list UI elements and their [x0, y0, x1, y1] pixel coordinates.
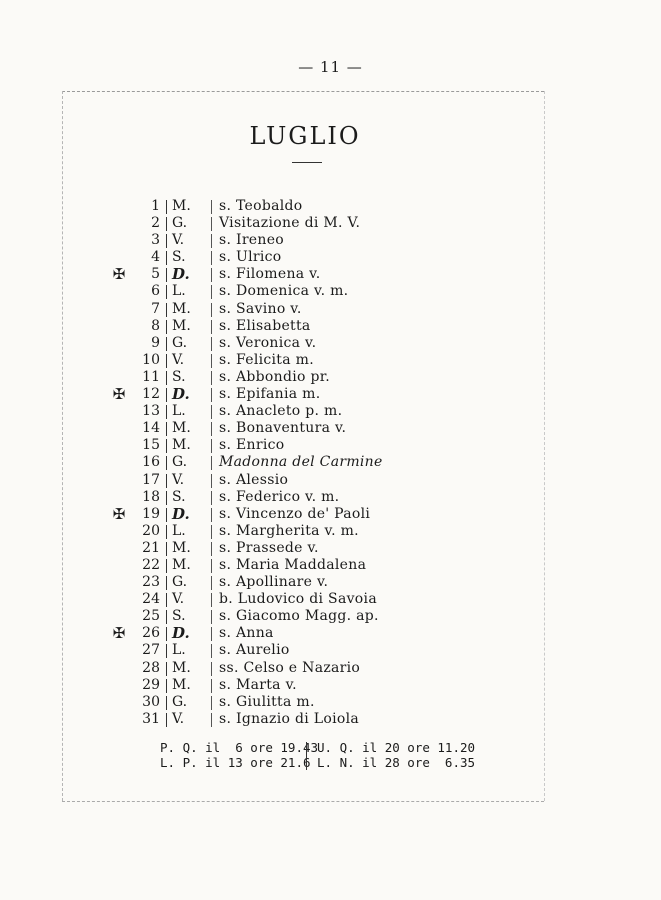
calendar-row [105, 489, 425, 506]
column-divider [211, 627, 212, 641]
saint-name: s. Marta v. [219, 676, 297, 693]
column-divider [211, 696, 212, 710]
column-divider [211, 456, 212, 470]
calendar-row [105, 574, 425, 591]
column-divider [211, 525, 212, 539]
calendar-row [105, 591, 425, 608]
column-divider [211, 542, 212, 556]
frame-left-border [62, 91, 63, 801]
column-divider [211, 388, 212, 402]
weekday-abbrev: G. [172, 693, 188, 710]
saint-name: s. Giacomo Magg. ap. [219, 608, 379, 625]
cross-icon: ✠ [112, 624, 126, 643]
weekday-abbrev: S. [172, 368, 186, 385]
column-divider [211, 251, 212, 265]
calendar-row [105, 625, 425, 642]
calendar-row [105, 198, 425, 215]
saint-name: s. Filomena v. [219, 266, 321, 283]
column-divider [166, 439, 167, 453]
column-divider [211, 679, 212, 693]
saint-name: s. Aurelio [219, 642, 290, 659]
weekday-abbrev: D. [172, 265, 190, 284]
weekday-abbrev: M. [172, 539, 191, 556]
column-divider [211, 285, 212, 299]
column-divider [166, 354, 167, 368]
day-number: 4 [151, 249, 160, 266]
calendar-row [105, 677, 425, 694]
calendar-row [105, 420, 425, 437]
moon-phases-right [317, 740, 475, 770]
column-divider [166, 405, 167, 419]
frame-top-border [62, 91, 544, 92]
column-divider [211, 200, 212, 214]
column-divider [211, 491, 212, 505]
saint-name: s. Enrico [219, 437, 285, 454]
calendar-row [105, 318, 425, 335]
cross-icon: ✠ [112, 504, 126, 523]
weekday-abbrev: D. [172, 504, 190, 523]
day-number: 14 [142, 420, 160, 437]
saint-name: s. Maria Maddalena [219, 556, 367, 573]
weekday-abbrev: S. [172, 488, 186, 505]
weekday-abbrev: D. [172, 385, 190, 404]
weekday-abbrev: G. [172, 454, 188, 471]
column-divider [166, 679, 167, 693]
saint-name: Visitazione di M. V. [219, 215, 361, 232]
frame-bottom-border [62, 801, 544, 802]
column-divider [166, 644, 167, 658]
column-divider [166, 576, 167, 590]
column-divider [211, 337, 212, 351]
calendar-row [105, 557, 425, 574]
column-divider [166, 303, 167, 317]
page-number: — 11 — [298, 58, 363, 76]
column-divider [211, 593, 212, 607]
day-number: 20 [142, 522, 160, 539]
calendar-row [105, 540, 425, 557]
frame-right-border [544, 91, 545, 801]
column-divider [211, 303, 212, 317]
column-divider [211, 576, 212, 590]
calendar-row [105, 608, 425, 625]
weekday-abbrev: V. [172, 232, 185, 249]
calendar-row [105, 506, 425, 523]
weekday-abbrev: G. [172, 574, 188, 591]
column-divider [166, 337, 167, 351]
moon-phase-new-moon: L. N. il 28 ore 6.35 [317, 755, 476, 770]
column-divider [166, 491, 167, 505]
day-number: 9 [151, 334, 160, 351]
column-divider [211, 662, 212, 676]
weekday-abbrev: M. [172, 300, 191, 317]
saint-name: s. Felicita m. [219, 351, 314, 368]
weekday-abbrev: L. [172, 283, 186, 300]
saint-name: s. Domenica v. m. [219, 283, 349, 300]
moon-phases-divider [306, 742, 307, 770]
column-divider [166, 422, 167, 436]
saint-name: b. Ludovico di Savoia [219, 591, 377, 608]
calendar-row [105, 694, 425, 711]
day-number: 23 [142, 574, 160, 591]
weekday-abbrev: L. [172, 642, 186, 659]
day-number: 5 [151, 266, 160, 283]
weekday-abbrev: V. [172, 710, 185, 727]
column-divider [211, 320, 212, 334]
saint-name: s. Ignazio di Loiola [219, 710, 360, 727]
column-divider [166, 320, 167, 334]
saint-name: s. Anna [219, 625, 274, 642]
column-divider [211, 268, 212, 282]
column-divider [166, 713, 167, 727]
weekday-abbrev: L. [172, 403, 186, 420]
day-number: 19 [142, 505, 160, 522]
calendar-row [105, 301, 425, 318]
weekday-abbrev: V. [172, 351, 185, 368]
weekday-abbrev: M. [172, 420, 191, 437]
calendar-row [105, 335, 425, 352]
column-divider [211, 405, 212, 419]
calendar-row [105, 523, 425, 540]
column-divider [166, 542, 167, 556]
day-number: 16 [142, 454, 160, 471]
moon-phase-last-quarter: U. Q. il 20 ore 11.20 [317, 740, 476, 755]
saint-name: s. Prassede v. [219, 539, 319, 556]
saint-name: s. Federico v. m. [219, 488, 340, 505]
column-divider [211, 217, 212, 231]
column-divider [166, 559, 167, 573]
title-rule [292, 162, 322, 163]
calendar-row [105, 266, 425, 283]
calendar-row [105, 232, 425, 249]
weekday-abbrev: V. [172, 591, 185, 608]
calendar-row [105, 437, 425, 454]
column-divider [166, 285, 167, 299]
saint-name: s. Ulrico [219, 249, 282, 266]
column-divider [166, 388, 167, 402]
column-divider [211, 474, 212, 488]
column-divider [166, 525, 167, 539]
day-number: 11 [142, 368, 160, 385]
column-divider [211, 371, 212, 385]
column-divider [211, 354, 212, 368]
month-title: LUGLIO [249, 122, 361, 150]
column-divider [166, 696, 167, 710]
day-number: 18 [142, 488, 160, 505]
calendar-row [105, 386, 425, 403]
day-number: 2 [151, 215, 160, 232]
calendar-row [105, 215, 425, 232]
day-number: 26 [142, 625, 160, 642]
moon-phase-first-quarter: P. Q. il 6 ore 19.43 [160, 740, 319, 755]
saint-name: s. Abbondio pr. [219, 368, 330, 385]
weekday-abbrev: S. [172, 608, 186, 625]
day-number: 30 [142, 693, 160, 710]
saint-name: ss. Celso e Nazario [219, 659, 361, 676]
column-divider [166, 627, 167, 641]
weekday-abbrev: M. [172, 437, 191, 454]
column-divider [166, 474, 167, 488]
saint-name: s. Giulitta m. [219, 693, 315, 710]
column-divider [211, 610, 212, 624]
column-divider [166, 251, 167, 265]
weekday-abbrev: V. [172, 471, 185, 488]
calendar-row [105, 454, 425, 471]
day-number: 31 [142, 710, 160, 727]
column-divider [166, 508, 167, 522]
day-number: 10 [142, 351, 160, 368]
saint-name: s. Alessio [219, 471, 289, 488]
column-divider [166, 268, 167, 282]
day-number: 3 [151, 232, 160, 249]
saint-name: s. Margherita v. m. [219, 522, 359, 539]
weekday-abbrev: M. [172, 676, 191, 693]
saint-name: s. Bonaventura v. [219, 420, 347, 437]
column-divider [211, 559, 212, 573]
saint-name: s. Savino v. [219, 300, 302, 317]
column-divider [166, 593, 167, 607]
saint-name: s. Ireneo [219, 232, 285, 249]
moon-phase-full-moon: L. P. il 13 ore 21.6 [160, 755, 311, 770]
saint-name: s. Vincenzo de' Paoli [219, 505, 371, 522]
day-number: 13 [142, 403, 160, 420]
calendar-row [105, 249, 425, 266]
column-divider [211, 644, 212, 658]
weekday-abbrev: G. [172, 215, 188, 232]
day-number: 15 [142, 437, 160, 454]
weekday-abbrev: G. [172, 334, 188, 351]
column-divider [166, 371, 167, 385]
day-number: 28 [142, 659, 160, 676]
saint-name: s. Epifania m. [219, 386, 321, 403]
column-divider [166, 234, 167, 248]
saint-name: s. Veronica v. [219, 334, 317, 351]
calendar-row [105, 472, 425, 489]
day-number: 29 [142, 676, 160, 693]
day-number: 7 [151, 300, 160, 317]
calendar-row [105, 403, 425, 420]
cross-icon: ✠ [112, 385, 126, 404]
day-number: 27 [142, 642, 160, 659]
saint-name: s. Teobaldo [219, 198, 303, 214]
column-divider [211, 234, 212, 248]
day-number: 6 [151, 283, 160, 300]
column-divider [211, 508, 212, 522]
day-number: 1 [151, 198, 160, 214]
weekday-abbrev: S. [172, 249, 186, 266]
weekday-abbrev: M. [172, 659, 191, 676]
column-divider [166, 217, 167, 231]
column-divider [211, 713, 212, 727]
day-number: 8 [151, 317, 160, 334]
cross-icon: ✠ [112, 265, 126, 284]
column-divider [211, 439, 212, 453]
column-divider [166, 456, 167, 470]
weekday-abbrev: L. [172, 522, 186, 539]
saint-name: s. Elisabetta [219, 317, 311, 334]
weekday-abbrev: D. [172, 624, 190, 643]
calendar-row [105, 660, 425, 677]
saint-name: s. Apollinare v. [219, 574, 329, 591]
day-number: 12 [142, 386, 160, 403]
weekday-abbrev: M. [172, 556, 191, 573]
saint-name: s. Anacleto p. m. [219, 403, 343, 420]
day-number: 21 [142, 539, 160, 556]
column-divider [166, 610, 167, 624]
calendar-row [105, 352, 425, 369]
moon-phases-left [160, 740, 318, 770]
saint-name: Madonna del Carmine [219, 454, 383, 471]
weekday-abbrev: M. [172, 198, 191, 214]
calendar-row [105, 369, 425, 386]
calendar-row [105, 283, 425, 300]
calendar-table [105, 198, 425, 728]
weekday-abbrev: M. [172, 317, 191, 334]
column-divider [166, 200, 167, 214]
column-divider [166, 662, 167, 676]
day-number: 22 [142, 556, 160, 573]
day-number: 24 [142, 591, 160, 608]
day-number: 17 [142, 471, 160, 488]
calendar-row [105, 711, 425, 728]
column-divider [211, 422, 212, 436]
calendar-row [105, 642, 425, 659]
day-number: 25 [142, 608, 160, 625]
